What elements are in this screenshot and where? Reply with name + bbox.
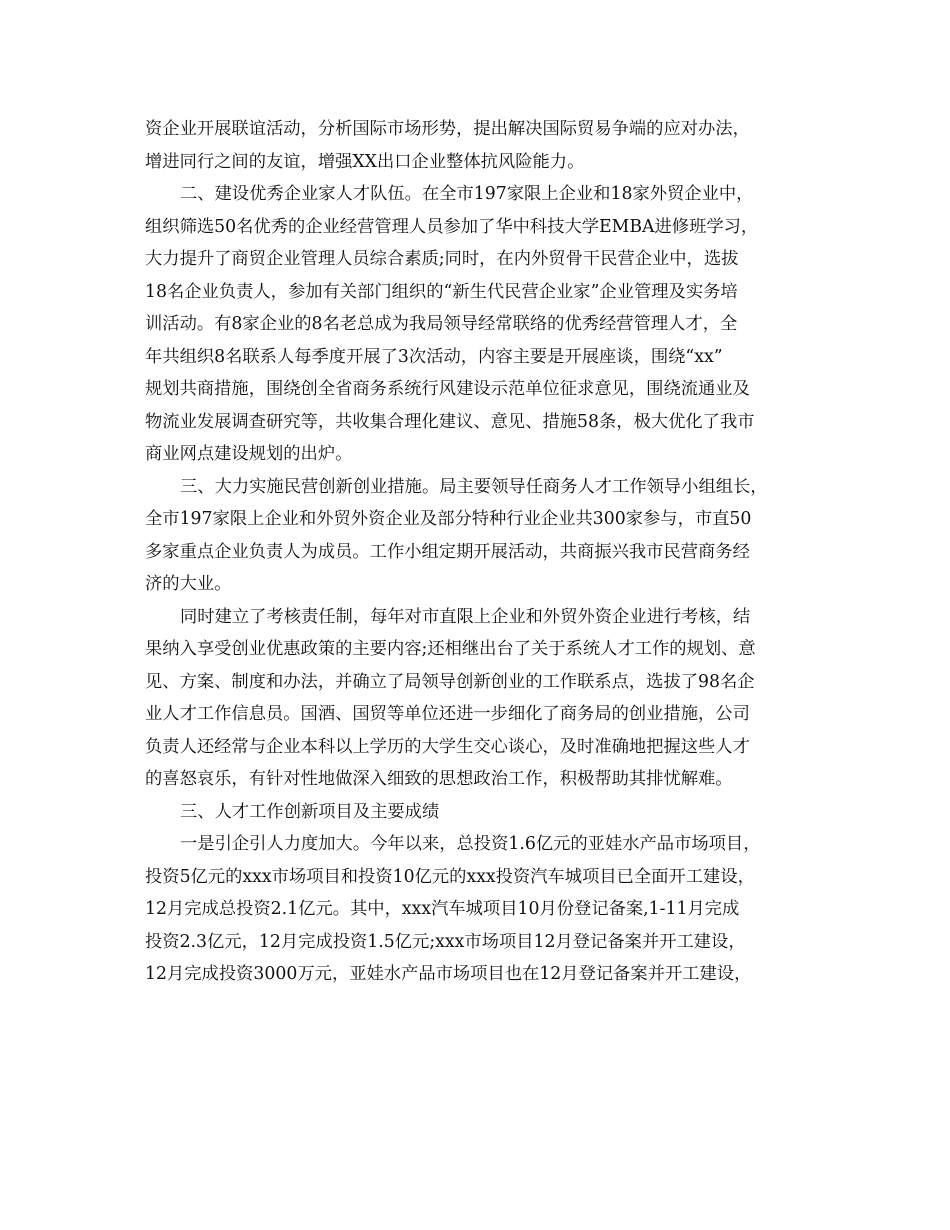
text-line: 多家重点企业负责人为成员。工作小组定期开展活动，共商振兴我市民营商务经 — [145, 541, 750, 562]
text-line: 三、人才工作创新项目及主要成绩 — [180, 801, 440, 822]
text-line: 的喜怒哀乐，有针对性地做深入细致的思想政治工作，积极帮助其排忧解难。 — [145, 769, 733, 789]
text-line: 投资5亿元的xxx市场项目和投资10亿元的xxx投资汽车城项目已全面开工建设， — [145, 866, 755, 887]
text-line: 12月完成总投资2.1亿元。其中，xxx汽车城项目10月份登记备案,1-11月完成 — [145, 899, 740, 919]
text-line: 见、方案、制度和办法，并确立了局领导创新创业的工作联系点，选拔了98名企 — [145, 671, 755, 692]
text-line: 济的大业。 — [145, 574, 232, 594]
text-line: 资企业开展联谊活动，分析国际市场形势，提出解决国际贸易争端的应对办法， — [145, 119, 750, 139]
text-line: 投资2.3亿元，12月完成投资1.5亿元;xxx市场项目12月登记备案并开工建设， — [145, 931, 746, 952]
text-line: 一是引企引人力度加大。今年以来，总投资1.6亿元的亚娃水产品市场项目， — [180, 834, 761, 854]
text-line: 三、大力实施民营创新创业措施。局主要领导任商务人才工作领导小组组长， — [180, 476, 768, 497]
text-line: 组织筛选50名优秀的企业经营管理人员参加了华中科技大学EMBA进修班学习， — [145, 216, 759, 237]
text-line: 年共组织8名联系人每季度开展了3次活动，内容主要是开展座谈，围绕“xx” — [145, 346, 723, 367]
text-line: 大力提升了商贸企业管理人员综合素质;同时，在内外贸骨干民营企业中，选拔 — [145, 249, 739, 269]
text-line: 果纳入享受创业优惠政策的主要内容;还相继出台了关于系统人才工作的规划、意 — [145, 639, 756, 659]
text-line: 全市197家限上企业和外贸外资企业及部分特种行业企业共300家参与，市直50 — [145, 509, 752, 529]
text-line: 物流业发展调查研究等，共收集合理化建议、意见、措施58条，极大优化了我市 — [145, 411, 755, 432]
document-body — [145, 113, 805, 991]
text-line: 12月完成投资3000万元，亚娃水产品市场项目也在12月登记备案并开工建设， — [145, 964, 752, 984]
text-line: 负责人还经常与企业本科以上学历的大学生交心谈心，及时准确地把握这些人才 — [145, 736, 750, 757]
text-line: 业人才工作信息员。国酒、国贸等单位还进一步细化了商务局的创业措施，公司 — [145, 704, 750, 724]
text-line: 18名企业负责人，参加有关部门组织的“新生代民营企业家”企业管理及实务培 — [145, 281, 738, 302]
text-line: 二、建设优秀企业家人才队伍。在全市197家限上企业和18家外贸企业中， — [180, 184, 754, 204]
text-line: 同时建立了考核责任制，每年对市直限上企业和外贸外资企业进行考核，结 — [180, 606, 751, 627]
text-line: 增进同行之间的友谊，增强XX出口企业整体抗风险能力。 — [145, 151, 585, 172]
text-line: 训活动。有8家企业的8名老总成为我局领导经常联络的优秀经营管理人才，全 — [145, 314, 738, 334]
text-line: 商业网点建设规划的出炉。 — [145, 444, 353, 464]
text-line: 规划共商措施，围绕创全省商务系统行风建设示范单位征求意见，围绕流通业及 — [145, 379, 750, 399]
